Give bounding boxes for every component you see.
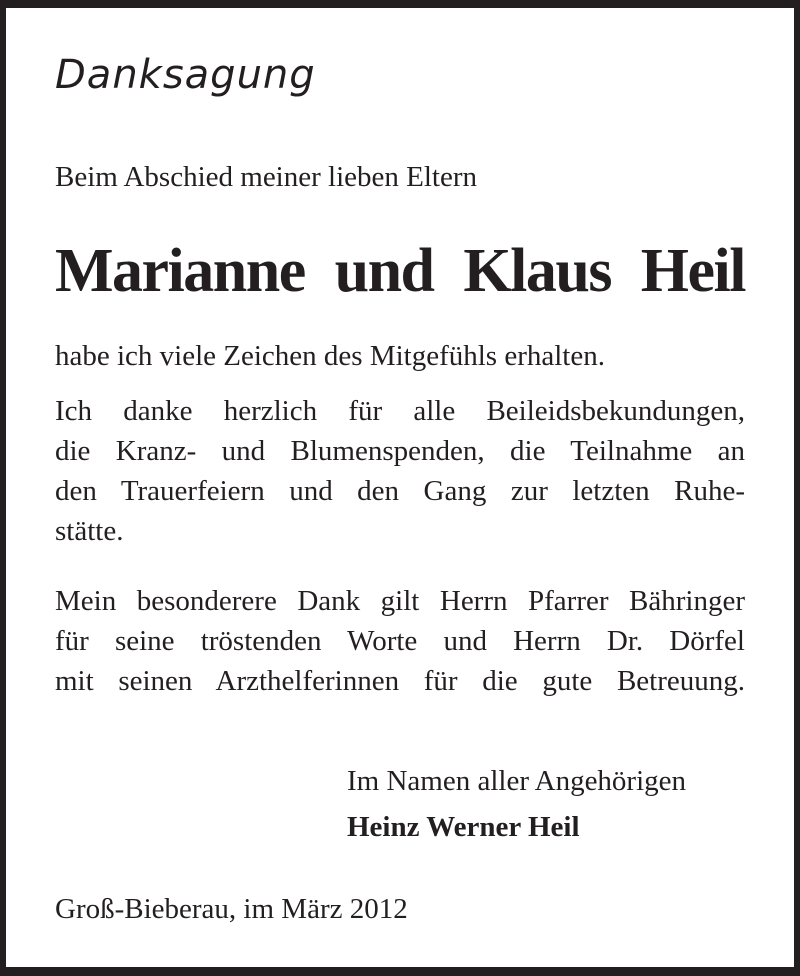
intro-text: Beim Abschied meiner lieben Eltern — [55, 161, 477, 193]
place-date: Groß-Bieberau, im März 2012 — [55, 893, 408, 925]
deceased-names: Marianne und Klaus Heil — [55, 237, 745, 305]
text-line: habe ich viele Zeichen des Mitgefühls erhalten. — [55, 340, 605, 372]
text-line: für seine tröstenden Worte und Herrn Dr. Dörfel — [55, 625, 745, 657]
text-line: die Kranz- und Blumenspenden, die Teilnahme an — [55, 435, 745, 467]
text-line: den Trauerfeiern und den Gang zur letzten Ruhe- — [55, 475, 745, 507]
text-line: mit seinen Arzthelferinnen für die gute Betreuung. — [55, 665, 745, 697]
text-line: stätte. — [55, 515, 124, 547]
notice-body — [6, 8, 794, 967]
heading: Danksagung — [55, 52, 316, 98]
on-behalf-text: Im Namen aller Angehörigen — [347, 765, 687, 797]
text-line: Mein besonderere Dank gilt Herrn Pfarrer Bähringer — [55, 585, 745, 617]
signatory-name: Heinz Werner Heil — [347, 811, 580, 843]
text-line: Ich danke herzlich für alle Beileidsbekundungen, — [55, 395, 745, 427]
